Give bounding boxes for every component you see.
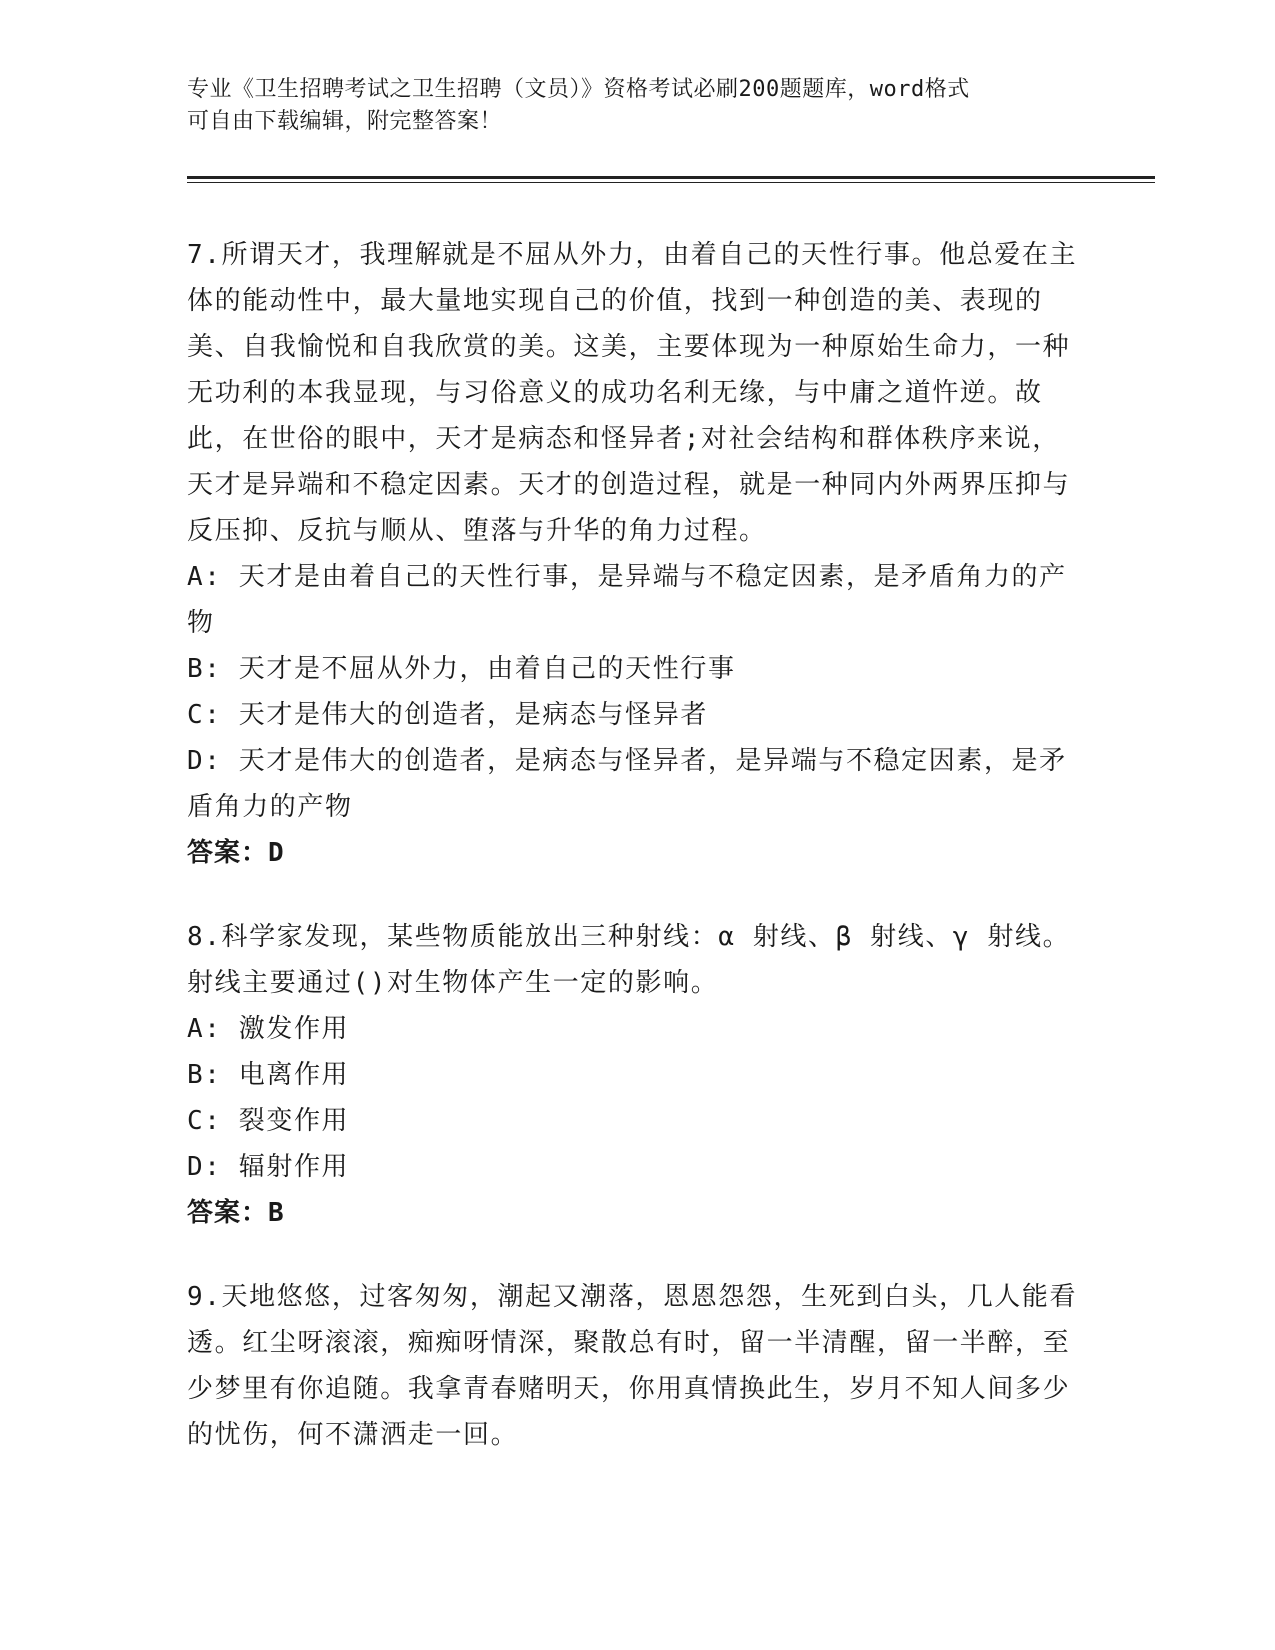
option-b: B: 电离作用: [187, 1060, 350, 1090]
document-header: [187, 74, 1087, 138]
question-list: [187, 232, 1087, 1458]
question-stem: 7.所谓天才，我理解就是不屈从外力，由着自己的天性行事。他总爱在主体的能动性中，最大量地实现自己的价值，找到一种创造的美、表现的美、自我愉悦和自我欣赏的美。这美，主要体现为一种原始生命力，一种无功利的本我显现，与习俗意义的成功名利无缘，与中庸之道忤逆。故此，在世俗的眼中，天才是病态和怪异者;对社会结构和群体秩序来说，天才是异端和不稳定因素。天才的创造过程，就是一种同内外两界压抑与反压抑、反抗与顺从、堕落与升华的角力过程。: [187, 240, 1078, 546]
header-line-2: 可自由下载编辑，附完整答案！: [187, 109, 503, 134]
option-c: C: 裂变作用: [187, 1106, 350, 1136]
question-stem: 9.天地悠悠，过客匆匆，潮起又潮落，恩恩怨怨，生死到白头，几人能看透。红尘呀滚滚，痴痴呀情深，聚散总有时，留一半清醒，留一半醉，至少梦里有你追随。我拿青春赌明天，你用真情换此生，岁月不知人间多少的忧伤，何不潇洒走一回。: [187, 1282, 1078, 1450]
question-stem: 8.科学家发现，某些物质能放出三种射线：α 射线、β 射线、γ 射线。射线主要通过()对生物体产生一定的影响。: [187, 922, 1071, 998]
option-c: C: 天才是伟大的创造者，是病态与怪异者: [187, 700, 708, 730]
option-a: A: 天才是由着自己的天性行事，是异端与不稳定因素，是矛盾角力的产物: [187, 562, 1067, 638]
answer-label: 答案：B: [187, 1198, 285, 1228]
question-9: [187, 1274, 1087, 1458]
option-b: B: 天才是不屈从外力，由着自己的天性行事: [187, 654, 736, 684]
header-line-1: 专业《卫生招聘考试之卫生招聘（文员）》资格考试必刷200题题库，word格式: [187, 77, 970, 102]
question-7: [187, 232, 1087, 876]
question-8: [187, 914, 1087, 1236]
header-divider-thick: [187, 176, 1155, 179]
option-d: D: 辐射作用: [187, 1152, 350, 1182]
option-a: A: 激发作用: [187, 1014, 350, 1044]
header-divider-thin: [187, 182, 1155, 183]
answer-label: 答案：D: [187, 838, 285, 868]
option-d: D: 天才是伟大的创造者，是病态与怪异者，是异端与不稳定因素，是矛盾角力的产物: [187, 746, 1067, 822]
